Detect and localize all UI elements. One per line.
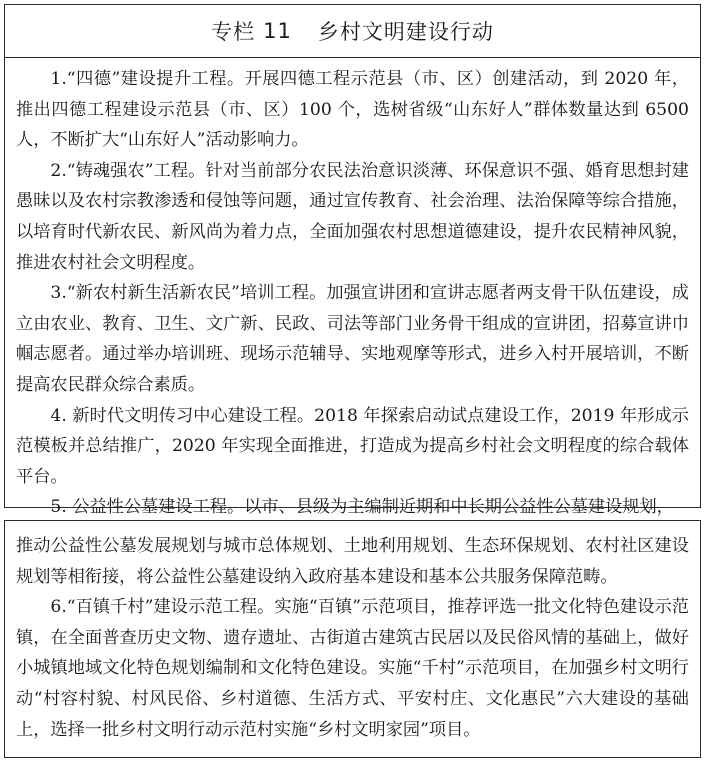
column-title: [5, 5, 700, 58]
column-box-bottom: [4, 520, 701, 758]
paragraph-four-virtues: 1.“四德”建设提升工程。开展四德工程示范县（市、区）创建活动，到 2020 年，推出四德工程建设示范县（市、区）100 个，选树省级“山东好人”群体数量达到 6500 人，不断扩大“山东好人”活动影响力。: [16, 69, 689, 151]
column-number: 11: [263, 19, 292, 43]
column-label: 专栏: [211, 20, 256, 44]
paragraph-soul-casting: 2.“铸魂强农”工程。针对当前部分农民法治意识淡薄、环保意识不强、婚育思想封建愚昧以及农村宗教渗透和侵蚀等问题，通过宣传教育、社会治理、法治保障等综合措施，以培育时代新农民、新风尚为着力点，全面加强农村思想道德建设，提升农民精神风貌，推进农村社会文明程度。: [16, 160, 689, 273]
paragraph-hundred-towns: 6.“百镇千村”建设示范工程。实施“百镇”示范项目，推荐评选一批文化特色建设示范镇，在全面普查历史文物、遗存遗址、古街道古建筑古民居以及民俗风情的基础上，做好小城镇地域文化特色规划编制和文化特色建设。实施“千村”示范项目，在加强乡村文明行动“村容村貌、村风民俗、乡村道德、生活方式、平安村庄、文化惠民”六大建设的基础上，选择一批乡村文明行动示范村实施“乡村文明家园”项目。: [16, 597, 689, 740]
column-heading: 乡村文明建设行动: [317, 20, 494, 44]
paragraph-civilization-center: 4. 新时代文明传习中心建设工程。2018 年探索启动试点建设工作，2019 年形成示范模板并总结推广，2020 年实现全面推进，打造成为提高乡村社会文明程度的综合载体平台。: [16, 405, 689, 487]
paragraph-cemetery-continued: 推动公益性公墓发展规划与城市总体规划、土地利用规划、生态环保规划、农村社区建设规划等相衔接，将公益性公墓建设纳入政府基本建设和基本公共服务保障范畴。: [16, 536, 689, 587]
column-body-bottom: [5, 521, 700, 745]
column-box-top: [4, 4, 701, 518]
paragraph-training-project: 3.“新农村新生活新农民”培训工程。加强宣讲团和宣讲志愿者两支骨干队伍建设，成立由农业、教育、卫生、文广新、民政、司法等部门业务骨干组成的宣讲团，招募宣讲巾帼志愿者。通过举办培训班、现场示范辅导、实地观摩等形式，进乡入村开展培训，不断提高农民群众综合素质。: [16, 283, 689, 395]
paragraph-public-cemetery: 5. 公益性公墓建设工程。以市、县级为主编制近期和中长期公益性公墓建设规划，: [50, 497, 674, 518]
column-body-top: [5, 58, 700, 523]
